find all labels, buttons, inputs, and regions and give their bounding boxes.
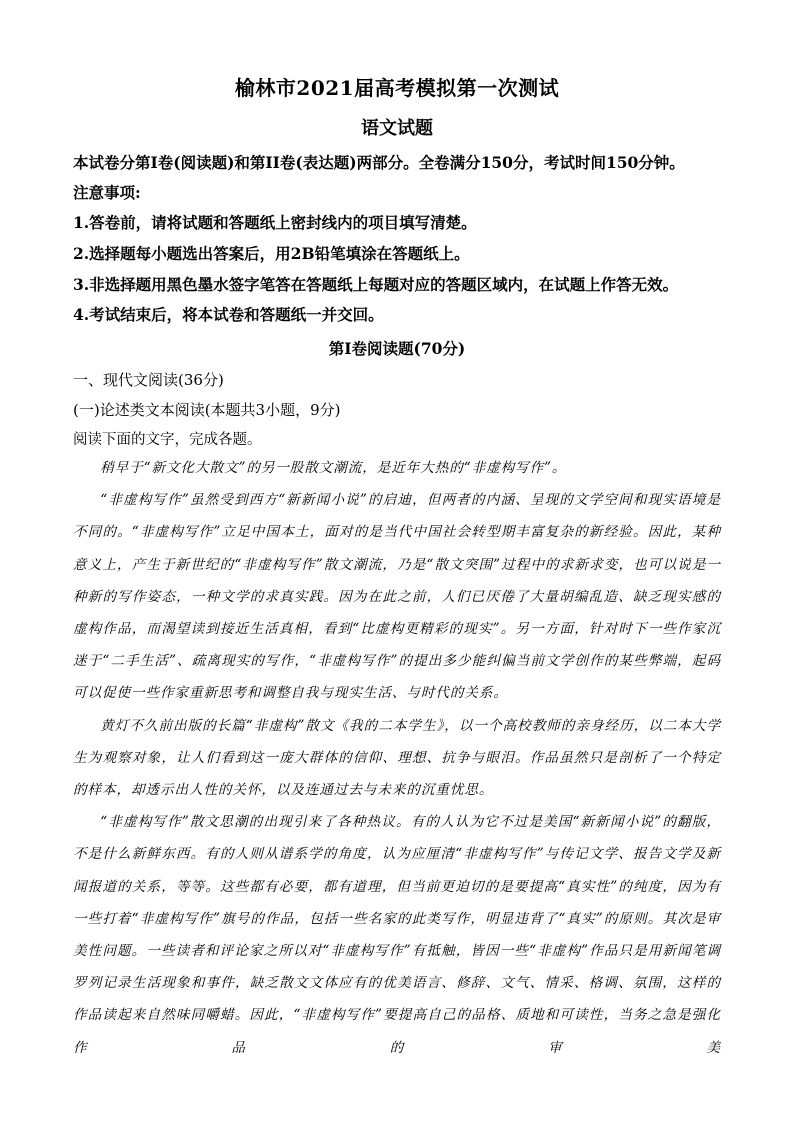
notice-item: 3.非选择题用黑色墨水签字笔答在答题纸上每题对应的答题区域内，在试题上作答无效。	[73, 275, 679, 294]
reading-instruction: 阅读下面的文字，完成各题。	[73, 432, 262, 448]
passage-paragraph: 黄灯不久前出版的长篇“非虚构”散文《我的二本学生》，以一个高校教师的亲身经历，以二本大学生为观察对象，让人们看到这一庞大群体的信仰、理想、抗争与眼泪。作品虽然只是剖析了一个特定的样本，却透示出人性的关怀，以及连通过去与未来的沉重忧思。	[73, 717, 721, 799]
notice-item: 4.考试结束后，将本试卷和答题纸一并交回。	[73, 305, 384, 324]
exam-title: 榆林市2021届高考模拟第一次测试	[234, 76, 560, 100]
notice-item: 1.答卷前，请将试题和答题纸上密封线内的项目填写清楚。	[73, 213, 477, 232]
section-heading: 一、现代文阅读(36分)	[73, 371, 224, 389]
part-heading: 第I卷阅读题(70分)	[328, 339, 466, 358]
reading-passage	[73, 452, 721, 1064]
notice-item: 2.选择题每小题选出答案后，用2B铅笔填涂在答题纸上。	[73, 244, 470, 263]
exam-intro: 本试卷分第I卷(阅读题)和第II卷(表达题)两部分。全卷满分150分，考试时间150分钟。	[73, 153, 685, 172]
exam-subtitle: 语文试题	[361, 118, 433, 139]
passage-paragraph: “非虚构写作”虽然受到西方“新新闻小说”的启迪，但两者的内涵、呈现的文学空间和现实语境是不同的。“非虚构写作”立足中国本土，面对的是当代中国社会转型期丰富复杂的新经验。因此，某种意义上，产生于新世纪的“非虚构写作”散文潮流，乃是“散文突围”过程中的求新求变，也可以说是一种新的写作姿态，一种文学的求真实践。因为在此之前，人们已厌倦了大量胡编乱造、缺乏现实感的虚构作品，而渴望读到接近生活真相，看到“比虚构更精彩的现实”。另一方面，针对时下一些作家沉迷于“二手生活”、疏离现实的写作，“非虚构写作”的提出多少能纠偏当前文学创作的某些弊端，起码可以促使一些作家重新思考和调整自我与现实生活、与时代的关系。	[73, 492, 721, 702]
passage-paragraph: 稍早于“新文化大散文”的另一股散文潮流，是近年大热的“非虚构写作”。	[100, 460, 567, 476]
subsection-heading: (一)论述类文本阅读(本题共3小题，9分)	[73, 401, 341, 419]
passage-paragraph: “非虚构写作”散文思潮的出现引来了各种热议。有的人认为它不过是美国“新新闻小说”的翻版，不是什么新鲜东西。有的人则从谱系学的角度，认为应厘清“非虚构写作”与传记文学、报告文学及新闻报道的关系，等等。这些都有必要，都有道理，但当前更迫切的是要提高“真实性”的纯度，因为有一些打着“非虚构写作”旗号的作品，包括一些名家的此类写作，明显违背了“真实”的原则。其次是审美性问题。一些读者和评论家之所以对“非虚构写作”有抵触，皆因一些“非虚构”作品只是用新闻笔调罗列记录生活现象和事件，缺乏散文文体应有的优美语言、修辞、文气、情采、格调、氛围，这样的作品读起来自然味同嚼蜡。因此，“非虚构写作”要提高自己的品格、质地和可读性，当务之急是强化作品的审美	[73, 814, 721, 1056]
notice-heading: 注意事项:	[73, 183, 141, 202]
